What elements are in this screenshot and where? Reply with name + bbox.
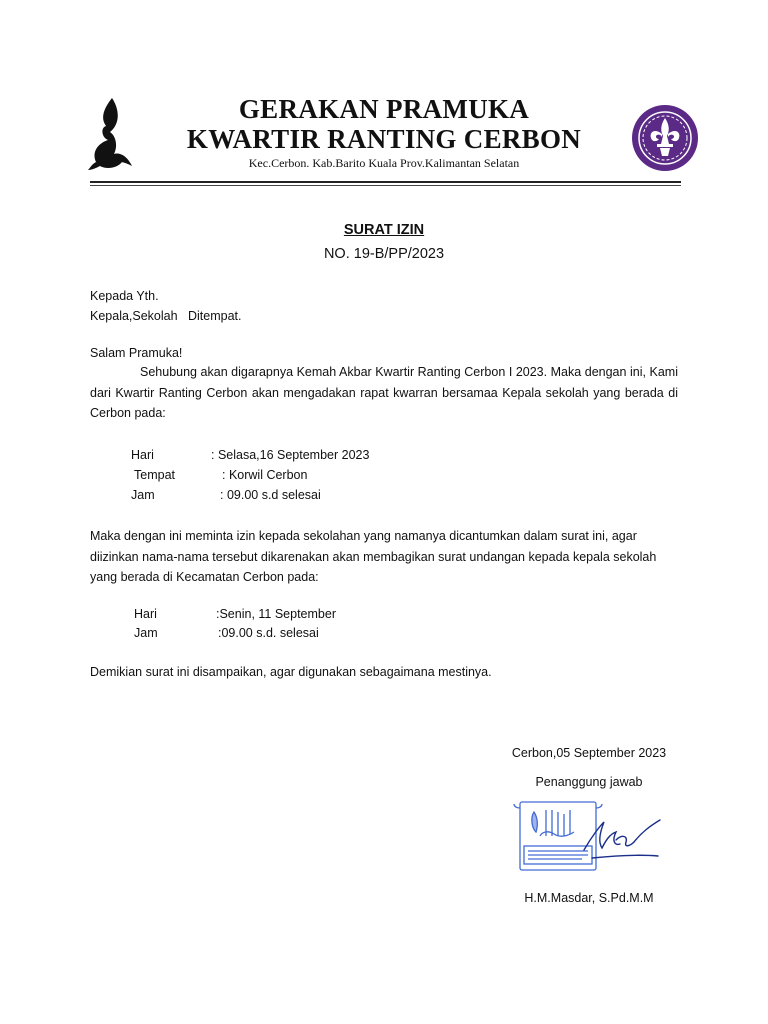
- recipient-line-2: Kepala,Sekolah Ditempat.: [90, 309, 242, 323]
- signer-name: H.M.Masdar, S.Pd.M.M: [524, 891, 654, 905]
- meeting-time-label: Jam: [131, 488, 155, 502]
- meeting-place-value: : Korwil Cerbon: [222, 468, 308, 482]
- visit-time-value: :09.00 s.d. selesai: [218, 626, 319, 640]
- letterhead-rule-thick: [90, 181, 681, 183]
- organization-name: GERAKAN PRAMUKA: [238, 94, 530, 124]
- letterhead: [150, 94, 618, 171]
- tunas-kelapa-logo-icon: [86, 96, 134, 172]
- signer-role: Penanggung jawab: [535, 775, 643, 789]
- place-date: Cerbon,05 September 2023: [511, 746, 667, 760]
- visit-time-label: Jam: [134, 626, 158, 640]
- greeting: Salam Pramuka!: [90, 346, 183, 360]
- recipient-line-1: Kepada Yth.: [90, 289, 159, 303]
- paragraph-request: Maka dengan ini meminta izin kepada sekolahan yang namanya dicantumkan dalam surat ini, agar diizinkan nama-nama tersebut dikarenakan akan membagikan surat undangan kepada kepala sekolah yang berada di Kecamatan Cerbon pada:: [90, 529, 657, 584]
- paragraph-intro: [90, 362, 678, 424]
- meeting-day-value: : Selasa,16 September 2023: [211, 448, 370, 462]
- meeting-time-value: : 09.00 s.d selesai: [220, 488, 321, 502]
- scout-emblem-icon: [631, 104, 699, 172]
- letter-title: SURAT IZIN: [343, 222, 425, 238]
- letter-number: NO. 19-B/PP/2023: [323, 246, 445, 262]
- unit-name: KWARTIR RANTING CERBON: [186, 124, 582, 154]
- letterhead-rule-thin: [90, 185, 681, 186]
- visit-day-label: Hari: [134, 607, 157, 621]
- letterhead-address: Kec.Cerbon. Kab.Barito Kuala Prov.Kalimantan Selatan: [248, 156, 520, 170]
- paragraph-intro-text: Sehubung akan digarapnya Kemah Akbar Kwartir Ranting Cerbon I 2023. Maka dengan ini, Kami dari Kwartir Ranting Cerbon akan mengadakan rapat kwarran bersamaa Kepala sekolah yang berada di Cerbon pada:: [90, 365, 678, 420]
- official-stamp-and-signature: [512, 796, 662, 876]
- closing-sentence: Demikian surat ini disampaikan, agar digunakan sebagaimana mestinya.: [90, 665, 492, 679]
- meeting-place-label: Tempat: [134, 468, 175, 482]
- visit-day-value: :Senin, 11 September: [216, 607, 336, 621]
- meeting-day-label: Hari: [131, 448, 154, 462]
